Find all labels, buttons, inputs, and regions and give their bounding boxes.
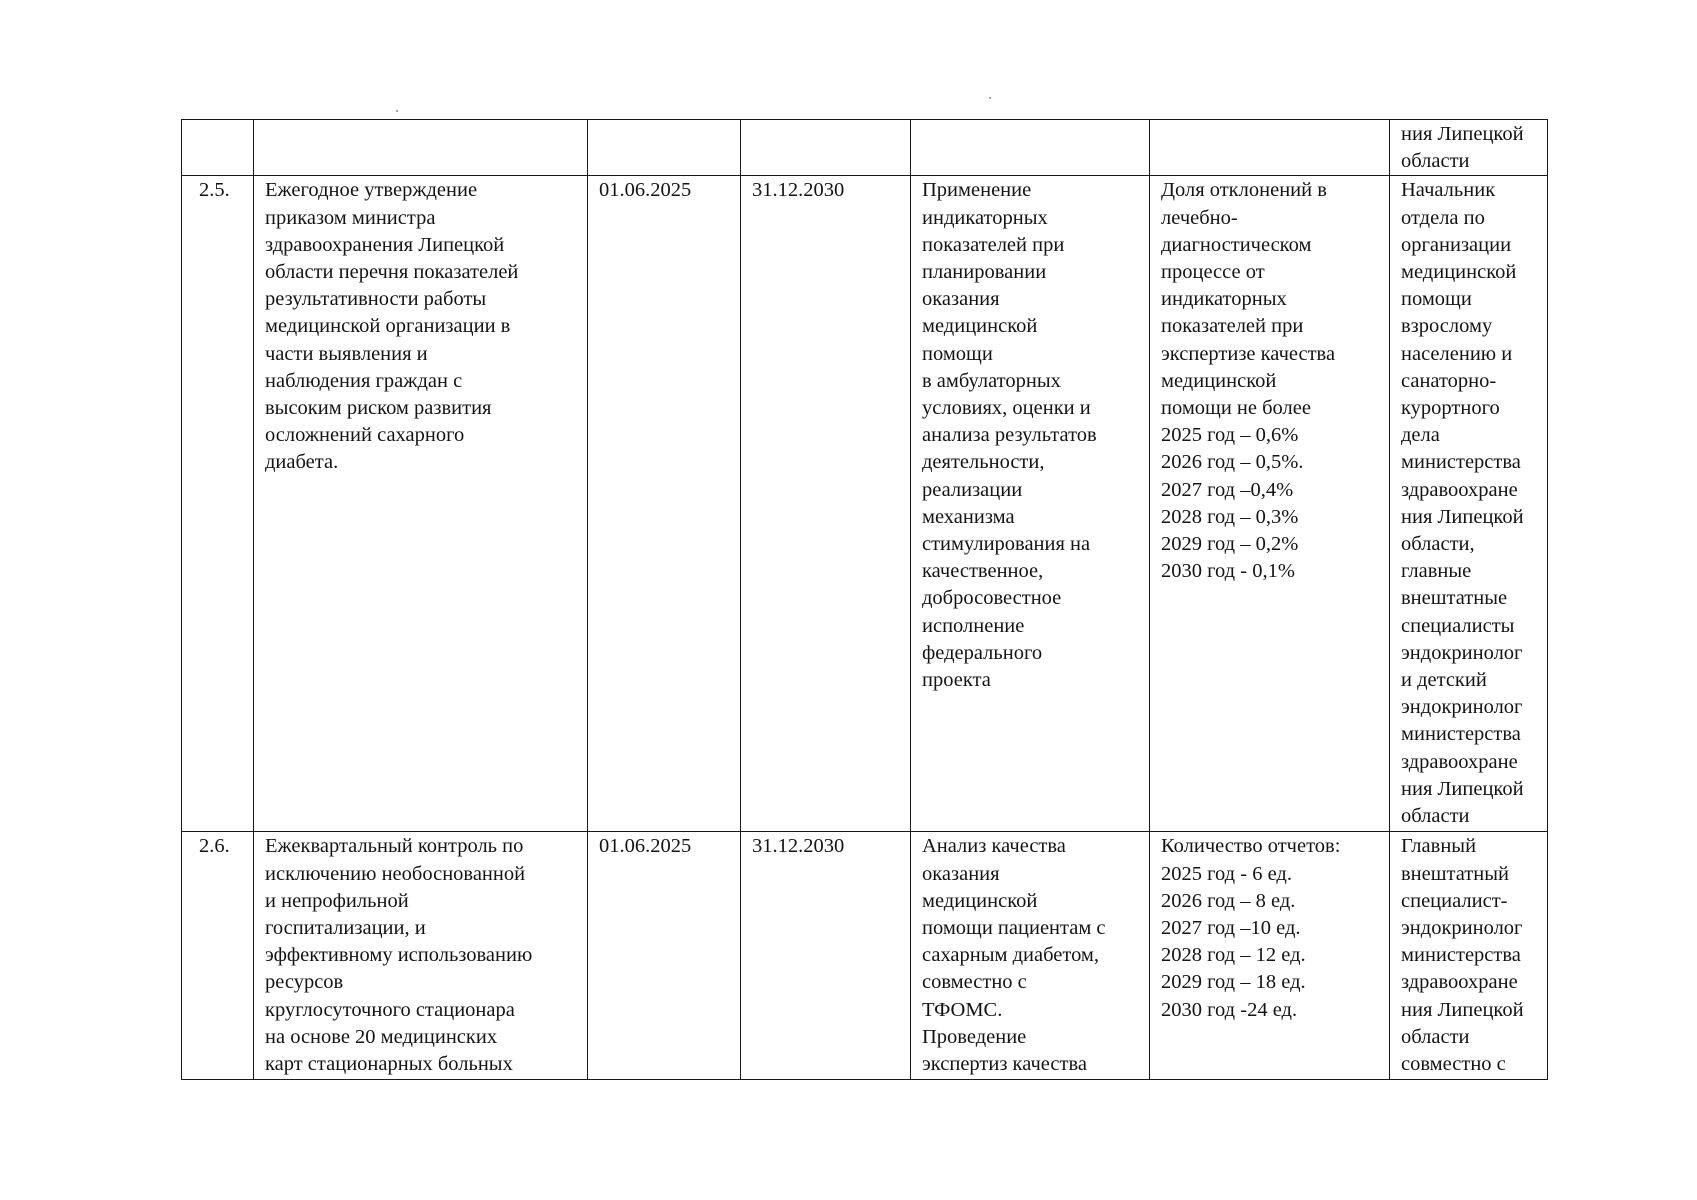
cell-number xyxy=(182,120,254,176)
cell-end-date xyxy=(741,120,911,176)
cell-event: Ежеквартальный контроль по исключению необоснованной и непрофильной госпитализации, и эффективному использованию ресурсов круглосуточного стационара на основе 20 медицинских карт стационарных больных xyxy=(254,832,588,1080)
cell-number: 2.5. xyxy=(182,176,254,832)
cell-start-date: 01.06.2025 xyxy=(588,176,741,832)
table-row xyxy=(182,176,1548,832)
cell-responsible: Начальник отдела по организации медицинской помощи взрослому населению и санаторно- курортного дела министерства здравоохране ния Липецкой области, главные внештатные специалисты эндокринолог и детский эндокринолог министерства здравоохране ния Липецкой области xyxy=(1390,176,1548,832)
cell-description: Анализ качества оказания медицинской помощи пациентам с сахарным диабетом, совместно с ТФОМС. Проведение экспертиз качества xyxy=(911,832,1150,1080)
cell-event: Ежегодное утверждение приказом министра здравоохранения Липецкой области перечня показателей результативности работы медицинской организации в части выявления и наблюдения граждан с высоким риском развития осложнений сахарного диабета. xyxy=(254,176,588,832)
cell-indicator: Доля отклонений в лечебно- диагностическом процессе от индикаторных показателей при экспертизе качества медицинской помощи не более 2025 год – 0,6% 2026 год – 0,5%. 2027 год –0,4% 2028 год – 0,3% 2029 год – 0,2% 2030 год - 0,1% xyxy=(1150,176,1390,832)
cell-start-date xyxy=(588,120,741,176)
cell-responsible: Главный внештатный специалист- эндокринолог министерства здравоохране ния Липецкой области совместно с xyxy=(1390,832,1548,1080)
activities-table xyxy=(181,119,1548,1080)
cell-start-date: 01.06.2025 xyxy=(588,832,741,1080)
cell-indicator: Количество отчетов: 2025 год - 6 ед. 2026 год – 8 ед. 2027 год –10 ед. 2028 год – 12 ед. 2029 год – 18 ед. 2030 год -24 ед. xyxy=(1150,832,1390,1080)
cell-description xyxy=(911,120,1150,176)
cell-end-date: 31.12.2030 xyxy=(741,832,911,1080)
cell-description: Применение индикаторных показателей при планировании оказания медицинской помощи в амбулаторных условиях, оценки и анализа результатов деятельности, реализации механизма стимулирования на качественное, добросовестное исполнение федерального проекта xyxy=(911,176,1150,832)
cell-number: 2.6. xyxy=(182,832,254,1080)
cell-responsible: ния Липецкой области xyxy=(1390,120,1548,176)
cell-indicator xyxy=(1150,120,1390,176)
table-row xyxy=(182,832,1548,1080)
scan-speck xyxy=(396,110,398,112)
scan-speck xyxy=(989,97,991,99)
table-row-continued xyxy=(182,120,1548,176)
cell-end-date: 31.12.2030 xyxy=(741,176,911,832)
cell-event xyxy=(254,120,588,176)
